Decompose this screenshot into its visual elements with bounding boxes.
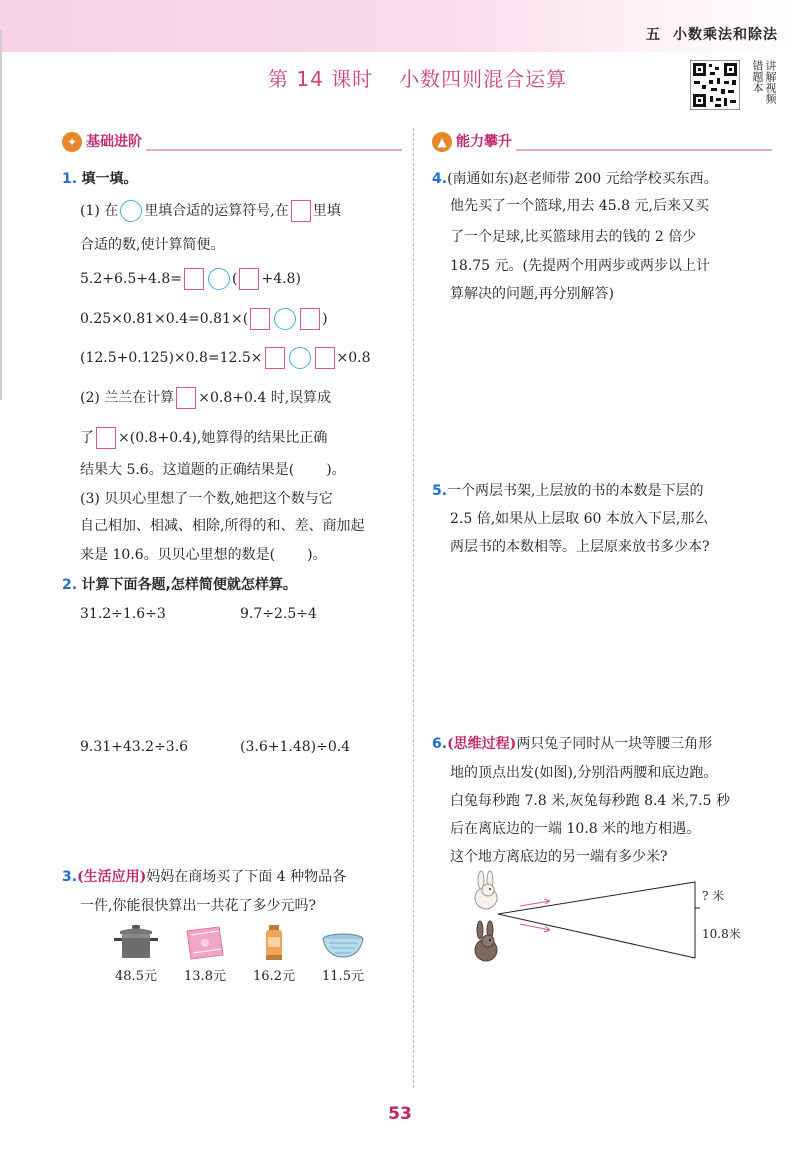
q6-line3: 白兔每秒跑 7.8 米,灰兔每秒跑 8.4 米,7.5 秒: [450, 793, 730, 809]
q4-tag: (南通如东): [447, 171, 514, 187]
text-span: ×0.8: [336, 350, 371, 366]
climb-icon: ▲: [432, 132, 452, 152]
text-span: (1) 在: [80, 203, 119, 219]
item-price: 13.8元: [184, 969, 226, 984]
q6-line4: 后在离底边的一端 10.8 米的地方相遇。: [450, 821, 701, 837]
gray-rabbit-icon: [475, 921, 497, 961]
q6-tag: (思维过程): [447, 736, 517, 752]
towel-icon: [183, 925, 227, 961]
answer-box[interactable]: [184, 268, 204, 290]
q1-part3-line2: 自己相加、相减、相除,所得的和、差、商加起: [80, 518, 365, 534]
answer-box[interactable]: [300, 308, 320, 330]
text-span: ): [322, 311, 328, 327]
operator-circle[interactable]: [274, 308, 296, 330]
text-span: )。: [307, 547, 327, 563]
q4-line5: 算解决的问题,再分别解答): [450, 286, 614, 302]
q4-line4: 18.75 元。(先提两个用两步或两步以上计: [450, 258, 710, 274]
lesson-name: 小数四则混合运算: [399, 67, 568, 91]
answer-box[interactable]: [291, 200, 311, 222]
chapter-heading: [646, 24, 778, 44]
q1-part3-line1: (3) 贝贝心里想了一个数,她把这个数与它: [80, 491, 333, 507]
q1-part3-line3: [80, 545, 327, 565]
answer-box[interactable]: [315, 347, 335, 369]
unknown-distance-label: ? 米: [702, 889, 725, 903]
q1-heading: [62, 169, 138, 189]
basin-icon: [321, 925, 365, 961]
known-distance-label: 10.8米: [702, 927, 741, 941]
q1-part1-line1: [80, 200, 341, 222]
qr-label-video: 讲解视频: [764, 60, 777, 104]
q4-number: 4.: [432, 171, 448, 187]
white-rabbit-icon: [475, 871, 497, 909]
answer-box[interactable]: [250, 308, 270, 330]
runner-icon: ✦: [62, 132, 82, 152]
q5-line2: 2.5 倍,如果从上层取 60 本放入下层,那么: [450, 511, 709, 527]
page-edge: [0, 30, 2, 400]
section-basic-title: 基础进阶: [86, 134, 142, 150]
text-span: 赵老师带 200 元给学校买东西。: [514, 171, 718, 187]
item-thermos: [244, 925, 304, 984]
q1-part1-line2: 合适的数,使计算简便。: [80, 237, 225, 253]
text-span: 妈妈在商场买了下面 4 种物品各: [146, 869, 347, 885]
column-divider: [413, 128, 414, 1088]
lesson-title: [268, 63, 567, 92]
thermos-icon: [252, 925, 296, 961]
q1-expr2: [80, 308, 328, 330]
section-advanced-title: 能力攀升: [456, 134, 512, 150]
q6-number: 6.: [432, 736, 448, 752]
text-span: 5.2+6.5+4.8=: [80, 271, 182, 287]
answer-box[interactable]: [265, 347, 285, 369]
operator-circle[interactable]: [120, 200, 142, 222]
qr-code-icon[interactable]: [690, 60, 740, 110]
q2-number: 2.: [62, 577, 78, 593]
q6-line2: 地的顶点出发(如图),分别沿两腰和底边跑。: [450, 765, 718, 781]
q2-expr4: (3.6+1.48)÷0.4: [240, 739, 351, 755]
q5-line3: 两层书的本数相等。上层原来放书多少本?: [450, 539, 710, 555]
text-span: 了: [80, 430, 94, 446]
text-span: 一个两层书架,上层放的书的本数是下层的: [447, 483, 704, 499]
operator-circle[interactable]: [208, 268, 230, 290]
q1-title: 填一填。: [81, 171, 138, 187]
item-towel: [175, 925, 235, 984]
text-span: 结果大 5.6。这道题的正确结果是(: [80, 462, 295, 478]
q3-number: 3.: [62, 869, 78, 885]
q4-line1: [432, 169, 718, 189]
q1-part2-line3: [80, 460, 346, 480]
q4-line2: 他先买了一个篮球,用去 45.8 元,后来又买: [450, 198, 709, 214]
q2-expr2: 9.7÷2.5÷4: [240, 606, 317, 622]
pot-icon: [114, 925, 158, 961]
q1-number: 1.: [62, 171, 78, 187]
q3-line2: 一件,你能很快算出一共花了多少元吗?: [80, 898, 316, 914]
text-span: 两只兔子同时从一块等腰三角形: [516, 736, 713, 752]
text-span: ×(0.8+0.4),她算得的结果比正确: [118, 430, 328, 446]
section-advanced-heading: [432, 131, 772, 153]
lesson-number: 第 14 课时: [268, 67, 374, 91]
q1-part2-line1: [80, 387, 331, 409]
q5-number: 5.: [432, 483, 448, 499]
answer-box[interactable]: [239, 268, 259, 290]
text-span: 里填合适的运算符号,在: [144, 203, 289, 219]
qr-label-mistakes: 错题本: [751, 60, 764, 93]
q3-tag: (生活应用): [77, 869, 147, 885]
chapter-number: 五: [646, 27, 661, 43]
text-span: 来是 10.6。贝贝心里想的数是(: [80, 547, 276, 563]
q2-expr1: 31.2÷1.6÷3: [80, 606, 166, 622]
q1-part2-line2: [80, 427, 327, 449]
text-span: 里填: [312, 203, 341, 219]
item-price: 11.5元: [322, 969, 364, 984]
answer-box[interactable]: [176, 387, 196, 409]
text-span: (: [232, 271, 238, 287]
qr-label: [743, 60, 777, 116]
item-pot: [106, 925, 166, 984]
operator-circle[interactable]: [289, 347, 311, 369]
section-underline: [516, 149, 772, 151]
item-basin: [313, 925, 373, 984]
text-span: (2) 兰兰在计算: [80, 390, 175, 406]
text-span: ×0.8+0.4 时,误算成: [198, 390, 332, 406]
q1-expr1: [80, 268, 301, 290]
chapter-title: 小数乘法和除法: [673, 27, 778, 43]
q6-line1: [432, 734, 712, 754]
q2-heading: [62, 575, 297, 595]
q5-line1: [432, 481, 704, 501]
text-span: )。: [326, 462, 346, 478]
item-price: 48.5元: [115, 969, 157, 984]
q2-title: 计算下面各题,怎样简便就怎样算。: [81, 577, 297, 593]
section-basic-heading: [62, 131, 402, 153]
text-span: +4.8): [261, 271, 301, 287]
page-number: 53: [388, 1104, 412, 1124]
triangle-diagram: [470, 870, 760, 970]
section-underline: [146, 149, 402, 151]
q6-line5: 这个地方离底边的另一端有多少米?: [450, 849, 668, 865]
answer-box[interactable]: [96, 427, 116, 449]
q3-line1: [62, 867, 346, 887]
text-span: (12.5+0.125)×0.8=12.5×: [80, 350, 263, 366]
q4-line3: 了一个足球,比买篮球用去的钱的 2 倍少: [450, 229, 697, 245]
text-span: 0.25×0.81×0.4=0.81×(: [80, 311, 249, 327]
item-price: 16.2元: [253, 969, 295, 984]
q2-expr3: 9.31+43.2÷3.6: [80, 739, 189, 755]
q1-expr3: [80, 347, 371, 369]
